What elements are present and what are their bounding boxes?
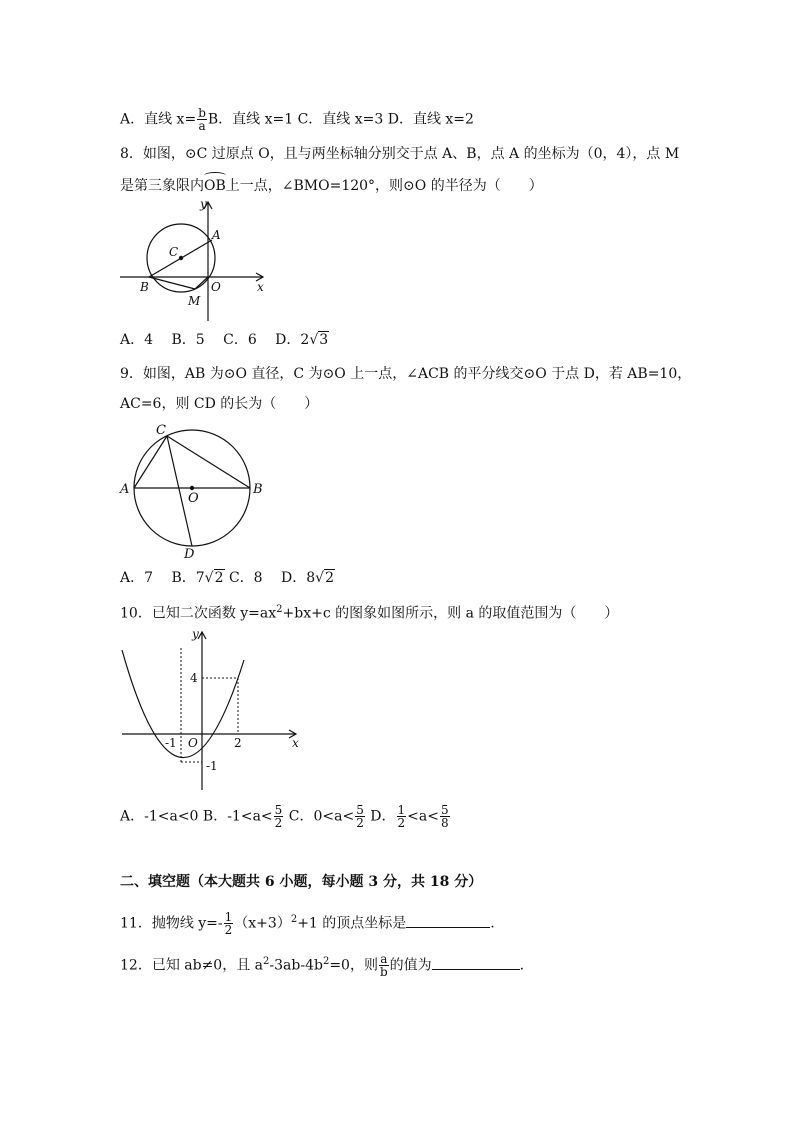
label-4: 4 xyxy=(190,671,198,685)
label-x: x xyxy=(292,736,299,750)
arc-ob xyxy=(204,176,226,196)
label-d: D xyxy=(184,547,195,562)
center-o-dot xyxy=(190,486,194,490)
q8-options-text: A．4 B．5 C．6 D．2 xyxy=(120,332,310,348)
fraction-denominator: 2 xyxy=(224,923,233,938)
fraction-denominator: 8 xyxy=(440,816,449,830)
q8-stem-post: 上一点，∠BMO=120°，则⊙O 的半径为（ ） xyxy=(225,178,543,194)
q12-stem xyxy=(120,952,524,978)
q10-stem-post: +bx+c 的图象如图所示，则 a 的取值范围为（ ） xyxy=(282,605,619,622)
answer-blank[interactable] xyxy=(432,955,520,970)
label-y: y xyxy=(192,627,199,641)
q10-option-d: D． xyxy=(365,808,396,825)
q11-mid: （x+3） xyxy=(234,915,291,932)
label-2: 2 xyxy=(234,736,242,750)
label-m: M xyxy=(188,294,201,308)
q11-end: . xyxy=(490,915,495,932)
segment-bm xyxy=(149,277,195,289)
q7-options xyxy=(120,107,474,132)
sqrt-radicand: 2 xyxy=(214,570,224,586)
label-c: C xyxy=(169,245,179,259)
q9-options-cd: C．8 D．8 xyxy=(224,570,316,586)
q7-options-tail: B．直线 x=1 C．直线 x=3 D．直线 x=2 xyxy=(207,111,474,128)
q8-stem-line1: 8．如图，⊙C 过原点 O，且与两坐标轴分别交于点 A、B，点 A 的坐标为（0，4），点 M xyxy=(120,146,680,162)
fraction-numerator: 5 xyxy=(440,803,449,817)
label-o: O xyxy=(188,736,198,750)
q8-options xyxy=(120,330,329,350)
superscript: 2 xyxy=(290,914,298,925)
sqrt-symbol: √3 xyxy=(309,332,329,348)
q12-post: 的值为 xyxy=(389,957,432,974)
q10-figure xyxy=(118,622,302,794)
superscript: 2 xyxy=(322,956,330,967)
q8-stem-pre: 是第三象限内 xyxy=(120,178,204,194)
fraction xyxy=(379,953,389,978)
sqrt-symbol: √2 xyxy=(315,570,335,586)
q11-stem xyxy=(120,910,495,936)
sqrt-symbol: √2 xyxy=(204,570,224,586)
segment-ac xyxy=(134,436,167,488)
parabola xyxy=(122,650,244,758)
fraction-denominator: b xyxy=(379,965,388,980)
fraction-numerator: 5 xyxy=(356,803,364,817)
fraction xyxy=(397,804,407,829)
fraction-numerator: 1 xyxy=(224,910,233,925)
fraction-numerator: 1 xyxy=(397,803,406,817)
q10-options xyxy=(120,804,451,829)
label-neg1-y: -1 xyxy=(206,759,218,773)
q10-option-c: C．0<a< xyxy=(284,808,355,825)
q11-post: +1 的顶点坐标是 xyxy=(297,915,407,932)
segment-mo xyxy=(195,277,208,289)
fraction xyxy=(224,911,234,936)
q12-mid: -3ab-4b xyxy=(269,957,323,974)
label-b: B xyxy=(140,280,149,294)
q10-stem-pre: 10．已知二次函数 y=ax xyxy=(120,605,277,622)
label-o: O xyxy=(211,280,221,294)
q10-stem xyxy=(120,600,618,624)
fraction xyxy=(355,804,365,829)
fraction-denominator: 2 xyxy=(274,816,283,830)
label-y: y xyxy=(200,197,207,211)
label-b: B xyxy=(253,482,263,497)
q9-options xyxy=(120,568,335,588)
fraction-numerator: 5 xyxy=(274,803,283,817)
fraction-denominator: a xyxy=(198,119,206,133)
sqrt-radicand: 3 xyxy=(319,332,329,348)
answer-blank[interactable] xyxy=(406,913,490,928)
fraction-numerator: b xyxy=(198,106,206,120)
q9-stem-line1: 9．如图，AB 为⊙O 直径，C 为⊙O 上一点，∠ACB 的平分线交⊙O 于点 D，若 AB=10， xyxy=(120,366,692,382)
label-o: O xyxy=(188,491,199,506)
q11-pre: 11．抛物线 y=- xyxy=(120,915,223,932)
q10-options-ab: A．-1<a<0 B．-1<a< xyxy=(120,808,273,825)
q9-options-ab: A．7 B．7 xyxy=(120,570,205,586)
superscript: 2 xyxy=(276,604,283,615)
fraction-numerator: a xyxy=(380,952,388,967)
label-a: A xyxy=(120,482,130,497)
q12-pre: 12．已知 ab≠0，且 a xyxy=(120,957,264,974)
fraction xyxy=(440,804,450,829)
center-c-dot xyxy=(179,256,183,260)
label-x: x xyxy=(257,280,264,294)
q7-option-a-text: A．直线 x= xyxy=(120,111,197,128)
label-c: C xyxy=(156,423,166,438)
q7-fraction xyxy=(197,107,207,132)
label-a: A xyxy=(212,228,221,242)
fraction-denominator: 2 xyxy=(356,816,364,830)
q12-mid2: =0，则 xyxy=(329,957,378,974)
q12-end: . xyxy=(519,957,525,974)
sqrt-radicand: 2 xyxy=(325,570,335,586)
label-neg1-x: -1 xyxy=(165,736,177,750)
superscript: 2 xyxy=(263,956,270,967)
q8-figure xyxy=(118,196,268,326)
segment-cb xyxy=(167,436,250,488)
q9-stem-line2: AC=6，则 CD 的长为（ ） xyxy=(120,396,319,412)
fraction-denominator: 2 xyxy=(397,816,406,830)
q10-option-d-mid: <a< xyxy=(407,808,439,825)
section-heading: 二、填空题（本大题共 6 小题，每小题 3 分，共 18 分） xyxy=(120,874,483,890)
fraction xyxy=(274,804,284,829)
q8-stem-line2 xyxy=(120,176,543,196)
arc-label: OB xyxy=(204,178,226,194)
q9-figure xyxy=(116,420,270,562)
